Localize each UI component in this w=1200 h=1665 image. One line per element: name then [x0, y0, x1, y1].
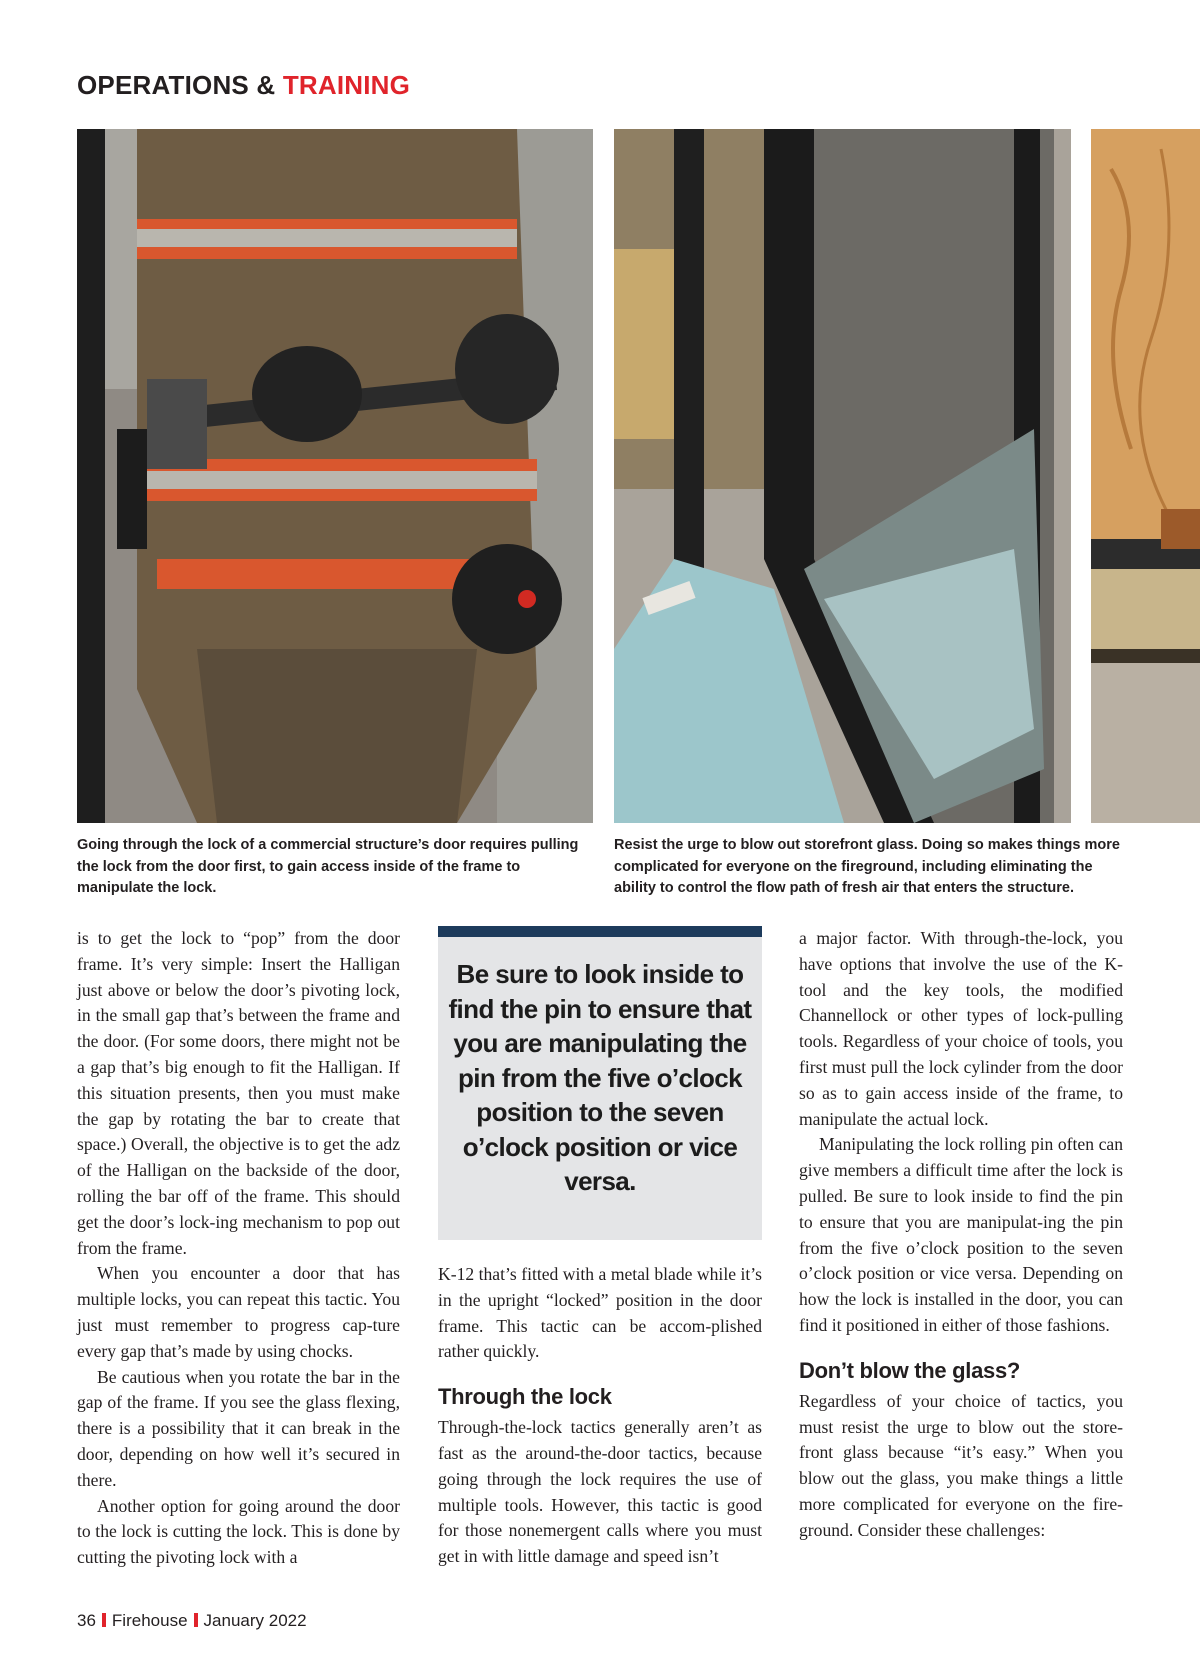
- body-paragraph: When you encounter a door that has multiple locks, you can repeat this tactic. You just must remember to progress cap-ture every gap that’s made by using chocks.: [77, 1263, 400, 1361]
- subhead-dont-blow-the-glass: Don’t blow the glass?: [799, 1357, 1021, 1383]
- body-paragraph: Another option for going around the door to the lock is cutting the lock. This is done by cutting the pivoting lock with a: [77, 1495, 400, 1568]
- section-header: [77, 70, 410, 101]
- body-paragraph: Be cautious when you rotate the bar in the gap of the frame. If you see the glass flexing, there is a possibility that it can break in the door, depending on how well it’s secured in there.: [77, 1366, 400, 1490]
- pull-quote: Be sure to look inside to find the pin to ensure that you are manipulating the pin from the five o’clock position to the seven o’clock position or vice versa.: [438, 926, 762, 1240]
- broken-storefront-glass-photo: [614, 129, 1071, 823]
- subhead-through-the-lock: Through the lock: [438, 1384, 612, 1410]
- section-label-accent: TRAINING: [282, 70, 411, 100]
- firefighter-halligan-photo: [77, 129, 593, 823]
- body-paragraph: a major factor. With through-the-lock, you have options that involve the use of the K-tool and the key tools, the modified Channellock or other types of lock-pulling tools. Regardless of your choice of tools, you first must pull the lock cylinder from the door so as to gain access inside of the frame, to manipulate the actual lock.: [799, 928, 1123, 1129]
- footer-divider: [194, 1613, 198, 1627]
- article-column-3: [799, 926, 1123, 1544]
- page-footer: [77, 1611, 307, 1631]
- body-paragraph: Regardless of your choice of tactics, you must resist the urge to blow out the store-front glass because “it’s easy.” When you blow out the glass, you make things a little more complicated for everyone on the fire-ground. Consider these challenges:: [799, 1390, 1123, 1540]
- body-paragraph: Through-the-lock tactics generally aren’t as fast as the around-the-door tactics, because going through the lock requires the use of multiple tools. However, this tactic is good for those nonemergent calls where you must get in with little damage and speed isn’t: [438, 1417, 762, 1567]
- magazine-name: Firehouse: [111, 1611, 188, 1630]
- body-paragraph: K-12 that’s fitted with a metal blade while it’s in the upright “locked” position in the door frame. This tactic can be accom-plished rather quickly.: [438, 1264, 762, 1362]
- page-number: 36: [77, 1611, 96, 1630]
- plywood-board-photo: [1091, 129, 1200, 823]
- body-paragraph: is to get the lock to “pop” from the door frame. It’s very simple: Insert the Halligan just above or below the door’s pivoting lock, in the small gap that’s between the frame and the door. (For some doors, there might not be a gap that’s big enough to fit the Halligan. If this situation presents, then you must make the gap by rotating the bar to create that space.) Overall, the objective is to get the adz of the Halligan on the backside of the door, rolling the bar off of the frame. This should get the door’s lock-ing mechanism to pop out from the frame.: [77, 928, 400, 1258]
- article-column-2: [438, 1262, 762, 1570]
- photo-caption-2: Resist the urge to blow out storefront glass. Doing so makes things more complicated for everyone on the fireground, including eliminating the ability to control the flow path of fresh air that enters the structure.: [614, 837, 1120, 896]
- body-paragraph: Manipulating the lock rolling pin often can give members a difficult time after the lock is pulled. Be sure to look inside to find the pin to ensure that you are manipulat-ing the pin from the five o’clock position to the seven o’clock position or vice versa. Depending on how the lock is installed in the door, you can find it positioned in either of those fashions.: [799, 1134, 1123, 1335]
- issue-date: January 2022: [203, 1611, 307, 1630]
- article-column-1: [77, 926, 400, 1571]
- footer-divider: [102, 1613, 106, 1627]
- section-label: OPERATIONS &: [77, 70, 283, 100]
- photo-caption-1: Going through the lock of a commercial structure’s door requires pulling the lock from the door first, to gain access inside of the frame to manipulate the lock.: [77, 837, 579, 896]
